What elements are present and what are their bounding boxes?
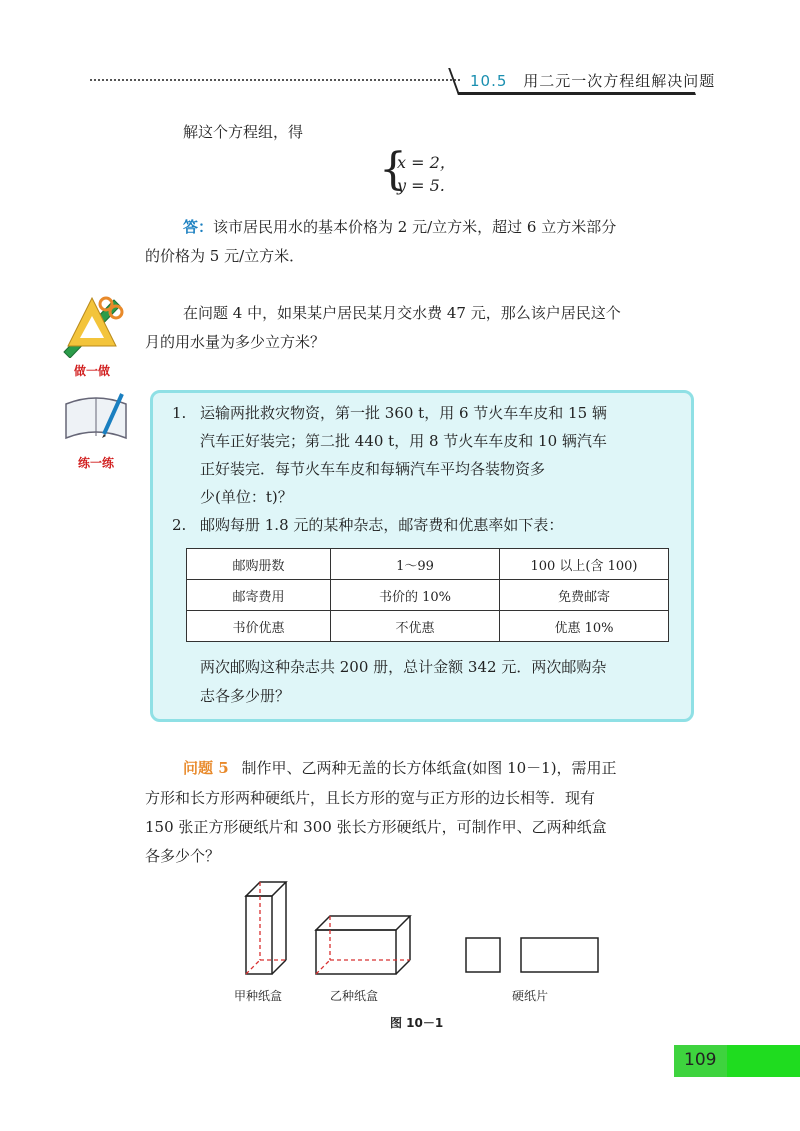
section-header	[470, 70, 715, 91]
table-cell: 不优惠	[331, 611, 500, 642]
answer-line-1	[183, 212, 703, 242]
practice-q2-after-line-1: 两次邮购这种杂志共 200 册，总计金额 342 元．两次邮购杂	[200, 658, 607, 676]
figure-caption: 图 10－1	[390, 1016, 444, 1030]
table-cell: 优惠 10%	[500, 611, 669, 642]
table-cell: 书价优惠	[187, 611, 331, 642]
practice-icon	[60, 390, 132, 470]
practice-q2-number: 2.	[172, 516, 187, 534]
equation-brace: {	[379, 144, 407, 195]
table-row	[187, 549, 669, 580]
problem5-line-4: 各多少个？	[145, 847, 221, 865]
do-it-line-2: 月的用水量为多少立方米？	[145, 333, 326, 351]
solve-intro: 解这个方程组，得	[183, 123, 304, 141]
square-card	[466, 938, 500, 972]
table-row	[187, 611, 669, 642]
box-a	[246, 882, 286, 974]
table-cell: 邮寄费用	[187, 580, 331, 611]
table-cell: 免费邮寄	[500, 580, 669, 611]
table-cell: 100 以上(含 100)	[500, 549, 669, 580]
box-b-label: 乙种纸盒	[330, 989, 379, 1003]
equation-line-1: x = 2，	[397, 153, 456, 172]
practice-label: 练一练	[77, 456, 114, 470]
cards-label: 硬纸片	[512, 989, 549, 1003]
price-table	[186, 548, 669, 642]
page-number: 109	[684, 1050, 717, 1070]
practice-q1-line-4: 少(单位：t)？	[200, 488, 293, 506]
practice-q1-line-1: 运输两批救灾物资，第一批 360 t，用 6 节火车车皮和 15 辆	[200, 404, 607, 422]
table-cell: 邮购册数	[187, 549, 331, 580]
rectangle-card	[521, 938, 598, 972]
do-it-line-1: 在问题 4 中，如果某户居民某月交水费 47 元，那么该户居民这个	[183, 304, 621, 322]
problem5-text-1: 制作甲、乙两种无盖的长方体纸盒(如图 10－1)，需用正	[241, 759, 617, 777]
table-cell: 1～99	[331, 549, 500, 580]
box-b	[316, 916, 410, 974]
header-dotted-rule	[90, 79, 460, 81]
practice-q1-number: 1.	[172, 404, 187, 422]
answer-text-1: 该市居民用水的基本价格为 2 元/立方米，超过 6 立方米部分	[213, 218, 617, 236]
answer-line-2: 的价格为 5 元/立方米．	[145, 247, 305, 265]
practice-q2-line: 邮购每册 1.8 元的某种杂志，邮寄费和优惠率如下表：	[200, 516, 564, 534]
practice-q2-after-line-2: 志各多少册？	[200, 687, 291, 705]
table-row	[187, 580, 669, 611]
answer-label: 答：	[183, 218, 214, 236]
do-it-label: 做一做	[73, 364, 110, 378]
practice-q1-line-3: 正好装完．每节火车车皮和每辆汽车平均各装物资多	[200, 460, 546, 478]
do-it-icon	[56, 292, 128, 378]
equation-line-2: y = 5.	[397, 176, 445, 195]
problem5-line-3: 150 张正方形硬纸片和 300 张长方形硬纸片，可制作甲、乙两种纸盒	[145, 818, 607, 836]
section-title: 用二元一次方程组解决问题	[523, 72, 716, 90]
practice-q1-line-2: 汽车正好装完；第二批 440 t，用 8 节火车车皮和 10 辆汽车	[200, 432, 607, 450]
figure-boxes	[230, 872, 610, 982]
problem5-line-2: 方形和长方形两种硬纸片，且长方形的宽与正方形的边长相等．现有	[145, 789, 596, 807]
section-number: 10.5	[470, 72, 508, 90]
table-cell: 书价的 10%	[331, 580, 500, 611]
problem5-label: 问题 5	[183, 759, 229, 777]
box-a-label: 甲种纸盒	[234, 989, 283, 1003]
problem5-line-1	[183, 753, 617, 783]
